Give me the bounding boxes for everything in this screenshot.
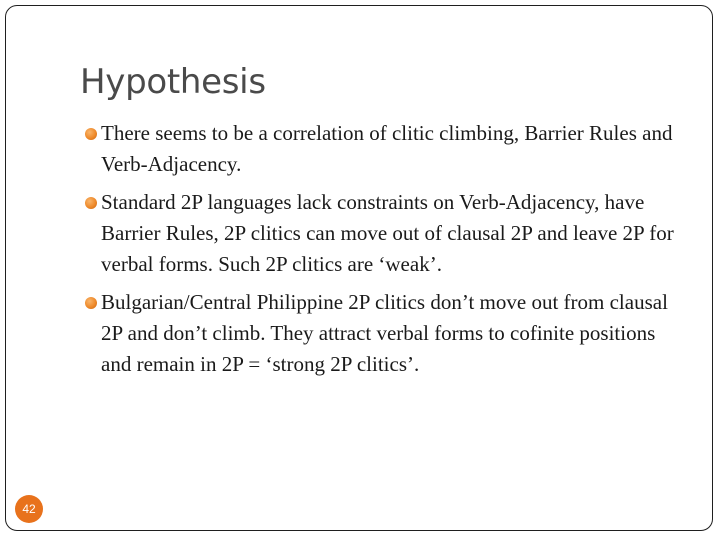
page-number-badge: 42 [15,495,43,523]
bullet-sphere-icon [85,297,97,309]
slide-title: Hypothesis [80,62,266,102]
bullet-text: There seems to be a correlation of clitic climbing, Barrier Rules and Verb-Adjacency. [101,121,673,176]
bullet-sphere-icon [85,197,97,209]
bullet-text: Standard 2P languages lack constraints on Verb-Adjacency, have Barrier Rules, 2P clitics can move out of clausal 2P and leave 2P for verbal forms. Such 2P clitics are ‘weak’. [101,190,674,276]
bullet-text: Bulgarian/Central Philippine 2P clitics don’t move out from clausal 2P and don’t climb. They attract verbal forms to cofinite positions and remain in 2P = ‘strong 2P clitics’. [101,290,668,376]
bullet-list [80,118,680,387]
bullet-item [80,118,680,180]
bullet-item [80,287,680,380]
bullet-sphere-icon [85,128,97,140]
bullet-item [80,187,680,280]
